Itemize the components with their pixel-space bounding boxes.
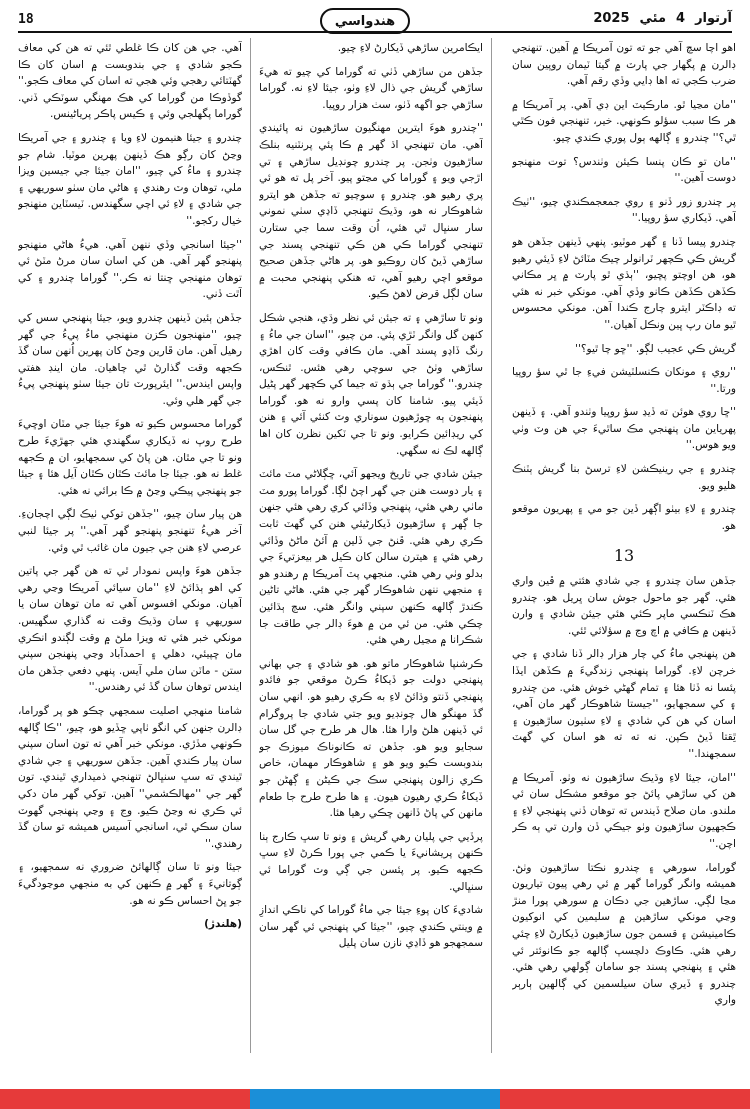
footer-bar-red: [500, 1089, 750, 1109]
paragraph: ''جيئا اسانجي وڏي ننهن آهي. هيءُ هاڻي منهنجو پنهنجو گهر آهي. هن کي اسان سان مرڻ مٽڻ ئي توهان منهنجي ڇنتا نه ڪر.'' گوراما چندرو ۽ کي آٿت ڏني.: [18, 238, 242, 301]
masthead-logo: هندواسي: [320, 8, 410, 34]
column-divider: [250, 38, 251, 1053]
paragraph: جڏهن ٻئين ڏينهن چندرو ويو، جيئا پنهنجي سس کي چيو، ''منهنجون ڪزن منهنجي ماءُ پيءُ جي گهر رهيل آهن. مان ڦارين وڃڻ کان پهرين اُنهن سان گڏ ڪجهه وقت گذارڻ ٿي چاهيان. مان اينڊ هفتي واپس ايندس.'' ايئرپورٽ تان جيئا سٺو پنهنجي پيءُ جي گهر هلي وئي.: [18, 311, 242, 407]
continued-note: (هلندڙ): [204, 918, 242, 931]
paragraph: جڏهن سان چندرو ۽ جي شادي هئتي ۾ ڦين واري هئي. گهر جو ماحول جوش سان ڀريل هو. چندرو هڪ ٽنڪسي ماپر ڪئي هئي جيئن شادي ۽ وارن ڏينهن ۾ ڪافي ۾ اچ وڃ ۾ سؤلائي ٿئي.: [512, 575, 736, 637]
paragraph: ايڪامرين ساڙهي ڏيکارڻ لاءِ چيو.: [337, 42, 483, 54]
paragraph: جڏهن هوءَ واپس نمودار ٿي ته هن گهر جي پاتين کي اهو ٻڌائڻ لاءِ ''مان سيائي آمريڪا وڃي رهي آهيان. مونکي افسوس آهي ته مان توهان سان يا سوريهي ۽ سان وڌيڪ وقت نه گذاري سگهيس. مونکي خبر هئي ته ويزا ملڻ ۾ وقت لڳندو انڪري مان ڇپيئي، دهلي ۽ احمدآباد وڃي پنهنجن سپني ستن - ماٽن سان ملي آيس. پنهي دفعي جڏهن مان ايندس توهان سان گڏ ئي رهندس.'': [18, 565, 242, 694]
paragraph: شامنا منهجي اصليت سمجهي چڪو هو پر گوراما، ڊالرن جنهن کي انگو ٺاپي ڇڏيو هو، چيو، ''ڪا ڳالهه ڪونهي مڏڙي. مونکي خبر آهي ته تون اسان سپني سان پيار ڪندي آهين. جڏهن سوريهي ۽ جي شادي ٿيندي ته سڀ سنڀالڻ تنهنجي ذميداري ٿيندي. تون گهر جي ''مهالڪشمي'' آهين. توکي گهر مان دکي ئي ڪري نه وڃڻ ڪيو. وڃ ۽ وڃي پنهنجي گهوٽ سان سڪي ٿي، اسانجي آسيس هميشه تو سان گڏ رهندي.'': [18, 704, 242, 850]
paragraph: ''ڇا روي هوئن ته ڏيڍ سؤ روپيا وٺندو آهي. ۽ ڏينهن پهرياين مان پنهنجي مڪ ساٿيءَ جي هن وٽ وٺي ويو هوس.'': [512, 406, 736, 452]
text-column-right: [512, 40, 736, 1050]
page-number: 18: [18, 12, 34, 27]
paragraph: پر چندرو زور ڏنو ۽ روي جمعجمڪندي چيو، ''ٺيڪ آهي. ڏيکاري سؤ روپيا.'': [512, 195, 736, 225]
footer-color-bar: [0, 1089, 750, 1109]
date-month: مئي: [639, 11, 667, 26]
paragraph: چندرو ۽ جي رينيڪشن لاءِ ترسڻ بنا گريش ٻٽنڪ هليو ويو.: [512, 463, 736, 492]
paragraph: آهي. جي هن کان ڪا غلطي ٿئي ته هن کي معاف ڪجو شادي ۽ جي بندوبست ۾ اسان کان ڪا گهٽتائي رهجي وئي هجي ته اسان کي معاف ڪجو.'' گوڏوڪا من گوراما کي هڪ مهنگي سوٽڪي ڏني. گوراما پگهلجي وئي ۽ ڪيس پاڪر پرياڻينس.: [18, 42, 242, 121]
paragraph: پرڏيي جي پليان رهي گريش ۽ ونو تا سڀ ڪارج ٻنا ڪنهن پريشانيءَ يا ڪمي جي پورا ڪرڻ لاءِ سڀ ڪجهه ڪيو. پر پئسن جي ڳي وٽ گوراما ئي سنڀالي.: [259, 830, 483, 893]
chapter-number: 13: [613, 546, 635, 566]
paragraph: ''امان، جيئا لاءِ وڌيڪ ساڙهيون نه وٺو. آمريڪا ۾ هن کي ساڙهي پائڻ جو موقعو مشڪل سان ئي ملندو. مان صلاح ڏيندس ته توهان ڏني پنهنجي لاءِ ۽ ڪجهيون ساڙهيون وٺو جيڪي ڏن وارن تي ٻه ڪر اچن.'': [512, 771, 736, 850]
paragraph: ''مان تو ڪان پنسا ڪيئن وٺندس؟ توت منهنجو دوست آهين.'': [512, 155, 736, 185]
text-column-left: [18, 40, 242, 1050]
paragraph: ''چندرو هوءَ ايترين مهنگيون ساڙهيون نه پائيندي آهي. مان تنهنجي اڌ گهر ۾ ڪا پئي پرنٽنيه بنلڪ ساڙهيون وٺجن. پر چندرو چونڊيل ساڙهي ۽ تي اڙجي ويو ۽ گوراما کي مڃتو پيو. آخر پل ته هو ئي پري رهيو هو. چندرو ۽ سوچيو ته جڏهن هو ايترو شاهوڪار نه هو، وڌيڪ تنهنجي ڏاڍي سٺي نموني سار سنڀال ٿي هئي، اُن وقت سما جي ستارن تنهنجي گوراما ڪي هن ڪي تنهنجي پسند جي ساڙهي ڏيڻ کان روڪيو هو. پر هاڻي جڏهن صحيح موقعو اچي رهيو آهي، ته هنکي پنهنجي محبت ۾ سان لڳل قرض لاهڻ ڪيو.: [259, 122, 483, 301]
paragraph: ڪرشنپا شاهوڪار ماتو هو. هو شادي ۽ جي بهاني پنهنجي دولت جو ڏيکاءُ ڪرڻ موقعي جو فائدو پنهنجي ڏنتو وڌائڻ لاءِ به ڪري رهيو هو. انهي سان گڏ مهنگو هال چونڊيو ويو جتي شادي جا پروگرام ئي ڏينهن هلڻ وارا هئا. هال هر طرح جي گل سان سجايو ويو هو. جڏهن ته ڪانوناڪ ميوزڪ جو بندوبست ڪيو ويو هو ۽ شاهوڪار مهمان، خاص ڪري زالون پنهنجي سڪ جي ڪيڻن ۽ ڳهڻن جو ڏيکاءُ ڪري رهيون هيون. ۽ ها طرح طرح جا طعام مانهن کي پاڻ ڏانهن ڇڪي رهيا هئا.: [259, 657, 483, 820]
paragraph: ''روي ۽ مونکان ڪنسلٽيشن فيءِ جا ٿي سؤ روپيا ورتا.'': [512, 366, 736, 395]
column-divider: [491, 38, 492, 1053]
header-rule: [18, 31, 732, 33]
paragraph: چندرو ۽ لاءِ بيٺو اڳهر ڏين جو مي ۽ پهريون موقعو هو.: [512, 503, 736, 532]
paragraph: چندرو ۽ جيئا هنيمون لاءِ ويا ۽ چندرو ۽ جي آمريڪا وڃڻ کان رڳو هڪ ڏينهن پهرين موٽيا. شام جو چندرو ۽ ماءُ کي چيو، ''امان جيئا جي جيسين ويزا ملي، توهان وٽ رهندي ۽ هاڻي مان سٺو سوريهي ۽ جي شادي ۽ لاءِ ئي اچي سگهندس. ٽيسٽاين منهنجو خيال رکجو.'': [18, 131, 242, 227]
paragraph: هن پيار سان چيو، ''جڏهن توکي ٺيڪ لڳي اچجانءِ. آخر هيءُ تنهنجو پنهنجو گهر آهي.'' پر جيئا لنبي عرصي لاءِ هنن جي جيون مان غائب ٿي وئي.: [18, 508, 242, 554]
paragraph: جڏهن من ساڙهي ڏٺي ته گوراما کي چيو ته هيءَ ساڙهي گريش جي ذال لاءِ وٺو، جيئا لاءِ نه. گوراما ساڙهي جو اگهه ڏٺو، سٺ هزار روپيا.: [259, 65, 483, 111]
text-column-middle: [259, 40, 483, 1050]
date-year: 2025: [593, 11, 630, 26]
footer-bar-blue: [250, 1089, 500, 1109]
paragraph: جيئن شادي جي تاريخ ويجهو آئي، ڇڳلاڻي مٽ مائٽ ۽ يار دوست هنن جي گهر اچڻ لڳا. گوراما پورو مٽ ماٺي رهي هئي، پنهنجي وڏائي کري رهي هئي جنهن جا ڳهر ۽ ساڙهيون ڏيکارڻيئي هنن کي گهٽ ثابت ڪري رهي هئي. ڦنڻ جي ڏلين ۾ آئڻ ماڻڻ وڏائي رهي هئي ۽ هيترن سالن کان ڪيل هر بيعزتيءَ جي بدلو وٺي رهي هئي. منجهي پٽ آمريڪا ۾ رهندو هو ۽ منجهي ننهن شاهوڪار گهر جي هئي. هاڻي تاڻين ڪندڙ ڳالهه ڪنهن سپني وانگر هئي. سڄ ٻڌائين چڪي هئي. من ئي من ۾ هوءَ ڊالر جي طاقت جا شڪرانا ۾ مڃيل رهي هئي.: [259, 468, 483, 647]
paragraph: هن پنهنجي ماءُ کي چار هزار ڊالر ڏنا شادي ۽ جي خرچن لاءِ. گوراما پنهنجي زندگيءَ ۾ ڪڏهن ايڏا پئسا نه ڏٺا هئا ۽ تمام گهڻي خوش هئي. من چندرو ۽ کي سمجهايو، ''جيستا شاهوڪار گهر مان آهي، اسان کي هن کي شادي ۽ لاءِ سٺيون ساڙهيون ۽ ٿِقتا ڏيڻ ڪپن. نه ته ته هو اسان کي گهٽ سمجهندا.'': [512, 648, 736, 760]
paragraph: ''مان مڃيا ٿو. مارڪيٽ اين ڊي آهي. پر آمريڪا ۾ هر ڪا سبب سؤلو ڪونهي. خير، تنهنجي فون ڪٿي ٿي؟'' چندرو ۽ ڳالهه ٻول پوري ڪندي چيو.: [512, 98, 736, 144]
issue-date: [593, 11, 732, 26]
paragraph: اهو اچا سچ آهي جو ته تون آمريڪا ۾ آهين. تنهنجي ڊالرن ۾ پگهار جي پارٽ ۾ گيتا ٽيمان روپين سان ضرب ڪجي ته اها ڊايي وڏي رقم آهي.: [512, 42, 736, 88]
paragraph: گوراما محسوس ڪيو ته هوءَ جيئا جي مٽان اوڇيءَ طرح روپ نه ڏيکاري سگهندي هئي جهڙيءَ طرح ونو تا جي مٿان. هن پاڻ کي سمجهايو، ان ۾ ڪجهه غلط نه هو. جيئا جا مائٽ ڪٿان ڪٿان آيل هئا ۽ جيئا جو پنهنجي پيڪي وڃڻ ۾ ڪا برائي نه هئي.: [18, 418, 242, 497]
paragraph: گريش ڪي عجيب لڳو. ''ڇو چا ٿيو؟'': [575, 342, 736, 355]
footer-bar-red: [0, 1089, 250, 1109]
paragraph: ونو تا ساڙهي ۽ ته جيئن ئي نظر وڌي، هنجي شڪل کنهن گل وانگر ٽڙي پئي. من چيو، ''اسان جي ماءُ ۽ رنگ ڏاڍو پسند آهي. مان ڪافي وقت کان اهڙي ساڙهي وٺڻ جي سوچي رهي هئس. ٿنڪس، چندرو.'' گوراما جي ٻڌو ته جيما کي ڪچهر گهر پڻيل ڏيئي پيو. شامنا کان پسي وارو نه هو. گوراما پنهنجون ٻه ڇوڙهيون سوناري وٽ کنئي آئي ۽ هنن کي ريڊائين ڪرايو. ونو تا جي ٽکين نظرن کان اها ڳالهه لڪ نه سگهي.: [259, 311, 483, 457]
paragraph: جيئا ونو تا سان ڳالهائڻ ضروري نه سمجهيو، ۽ ڳوتانيءَ ۽ گهر ۾ ڪنهن کي به منجهي موڃودگيءَ جو ڀڻ احساس ڪو نه هو.: [18, 861, 242, 907]
paragraph: چندرو پيسا ڏنا ۽ گهر موٽيو. پنهي ڏينهن جڏهن هو گريش ڪي ڪچهر ٽرانولر چيڪ مٽائڻ لاءِ ڏيئي رهيو هو، هن اوچتو پڇيو، ''ٻڌي ٿو پارٽ ۾ ڀر مڪاني ڪڏهن ڪڏهن ڪانو وڏي آهي. مونکي خبر نه هئي ته ڊاڪٽر ايترو چارج ڪندا آهن. مونکي محسوس ٿيو مان رپ ڀين ونڪل آهيان.'': [512, 235, 736, 331]
paragraph: شاديءَ کان پوءِ جيئا جي ماءُ گوراما کي ناڪي اندازِ ۾ وينتي ڪندي چيو، ''جيئا کي پنهنجي ئي گهر سان سمجهجو هو ڏاڍي نازن سان پليل: [259, 904, 483, 950]
date-day: 4: [676, 11, 686, 26]
date-weekday: آرتوار: [695, 11, 732, 26]
paragraph: گوراما، سورهي ۽ چندرو نڪتا ساڙهيون وٺڻ. هميشه وانگر گوراما گهر ۾ ئي رهي پيون تياريون مڃا لڳي. ساڙهين جي دڪان ۾ سورهي پورا منڙ وڃي مونکي ساڙهين ۾ سليمين کي انوکيون ڪامينيشن ۽ قسمن جون ساڙهيون ڏيکارڻ لاءِ چئي رهي هئي. ڪاوڪ دلچسپ ڳالهه جو ڪانوئتر ئي هئي ۽ پنهنجي پسند جو سامان ڳولهي رهي هئي. چندرو ۽ ڏيري سان سيلسمين کي ڳالهين ٻارٻر واري: [512, 861, 736, 1007]
